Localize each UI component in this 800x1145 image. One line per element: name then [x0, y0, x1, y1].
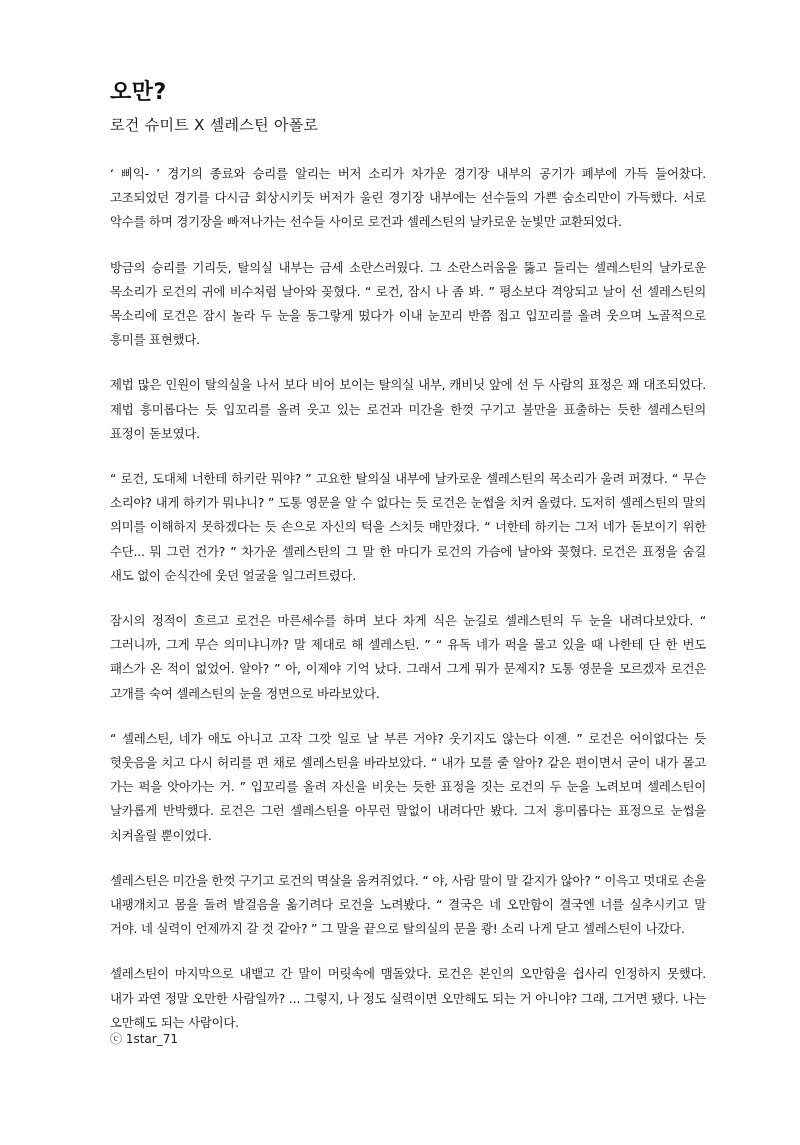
- paragraph-4: “ 로건, 도대체 너한테 하키란 뭐야? ” 고요한 탈의실 내부에 날카로운 셀레스틴의 목소리가 울려 퍼졌다. “ 무슨 소리야? 내게 하키가 뭐냐니? ” 도통 영문을 알 수 없다는 듯 로건은 눈썹을 치켜 올렸다. 도저히 셀레스틴의 말의 의미를 이해하지 못하겠다는 듯 손으로 자신의 턱을 스치듯 매만졌다. “ 너한테 하키는 그저 네가 돋보이기 위한 수단... 뭐 그런 건가? ” 차가운 셀레스틴의 그 말 한 마디가 로건의 가슴에 날아와 꽂혔다. 로건은 표정을 숨길 새도 없이 순식간에 웃던 얼굴을 일그러트렸다.: [110, 471, 706, 583]
- paragraph-8: 셀레스틴이 마지막으로 내뱉고 간 말이 머릿속에 맴돌았다. 로건은 본인의 오만함을 쉽사리 인정하지 못했다. 내가 과연 정말 오만한 사람일까? ... 그렇지, 나 정도 실력이면 오만해도 되는 거 아니야? 그래, 그거면 됐다. 나는 오만해도 되는 사람이다.: [110, 966, 706, 1030]
- paragraph-6: “ 셀레스틴, 네가 애도 아니고 고작 그깟 일로 날 부른 거야? 웃기지도 않는다 이젠. ” 로건은 어이없다는 듯 헛웃음을 치고 다시 허리를 편 채로 셀레스틴을 바라보았다. “ 내가 모를 줄 알아? 같은 편이면서 굳이 내가 몰고 가는 퍽을 앗아가는 거. ” 입꼬리를 올려 자신을 비웃는 듯한 표정을 짓는 로건의 두 눈을 노려보며 셀레스틴이 날카롭게 반박했다. 로건은 그런 셀레스틴을 아무런 말없이 내려다만 봤다. 그저 흥미롭다는 표정으로 눈썹을 치켜올릴 뿐이었다.: [110, 730, 706, 843]
- story-subtitle: 로건 슈미트 X 셀레스틴 아폴로: [110, 116, 319, 134]
- paragraph-5: 잠시의 정적이 흐르고 로건은 마른세수를 하며 보다 차게 식은 눈길로 셀레스틴의 두 눈을 내려다보았다. “ 그러니까, 그게 무슨 의미냐니까? 말 제대로 해 셀레스틴. ” “ 유독 네가 퍽을 몰고 있을 때 나한테 단 한 번도 패스가 온 적이 없었어. 알아? ” 아, 이제야 기억 났다. 그래서 그게 뭐가 문제지? 도통 영문을 모르겠자 로건은 고개를 숙여 셀레스틴의 눈을 정면으로 바라보았다.: [110, 613, 706, 701]
- paragraph-2: 방금의 승리를 기리듯, 탈의실 내부는 금세 소란스러웠다. 그 소란스러움을 뚫고 들리는 셀레스틴의 날카로운 목소리가 로건의 귀에 비수처럼 날아와 꽂혔다. “ 로건, 잠시 나 좀 봐. ” 평소보다 격앙되고 날이 선 셀레스틴의 목소리에 로건은 잠시 놀라 두 눈을 동그랗게 떴다가 이내 눈꼬리 반쯤 접고 입꼬리를 올려 웃으며 노골적으로 흥미를 표현했다.: [110, 259, 706, 348]
- story-body: [110, 162, 706, 1035]
- copyright-footer: ⓒ 1star_71: [110, 1032, 178, 1046]
- paragraph-7: 셀레스틴은 미간을 한껏 구기고 로건의 멱살을 움켜쥐었다. “ 야, 사람 말이 말 같지가 않아? ” 이윽고 멋대로 손을 내팽개치고 몸을 돌려 발걸음을 옮기려다 로건을 노려봤다. “ 결국은 네 오만함이 결국엔 너를 실추시키고 말 거야. 네 실력이 언제까지 갈 것 같아? ” 그 말을 끝으로 탈의실의 문을 쾅! 소리 나게 닫고 셀레스틴이 나갔다.: [110, 872, 706, 937]
- paragraph-3: 제법 많은 인원이 탈의실을 나서 보다 비어 보이는 탈의실 내부, 캐비닛 앞에 선 두 사람의 표정은 꽤 대조되었다. 제법 흥미롭다는 듯 입꼬리를 올려 웃고 있는 로건과 미간을 한껏 구기고 불만을 표출하는 듯한 셀레스틴의 표정이 돋보였다.: [110, 377, 706, 441]
- paragraph-1: ‘ 삐익- ’ 경기의 종료와 승리를 알리는 버저 소리가 차가운 경기장 내부의 공기가 폐부에 가득 들어찼다. 고조되었던 경기를 다시금 회상시키듯 버저가 울린 경기장 내부에는 선수들의 가쁜 숨소리만이 가득했다. 서로 악수를 하며 경기장을 빠져나가는 선수들 사이로 로건과 셀레스틴의 날카로운 눈빛만 교환되었다.: [110, 166, 706, 230]
- story-title: 오만?: [110, 80, 167, 105]
- document-page: [110, 78, 706, 1056]
